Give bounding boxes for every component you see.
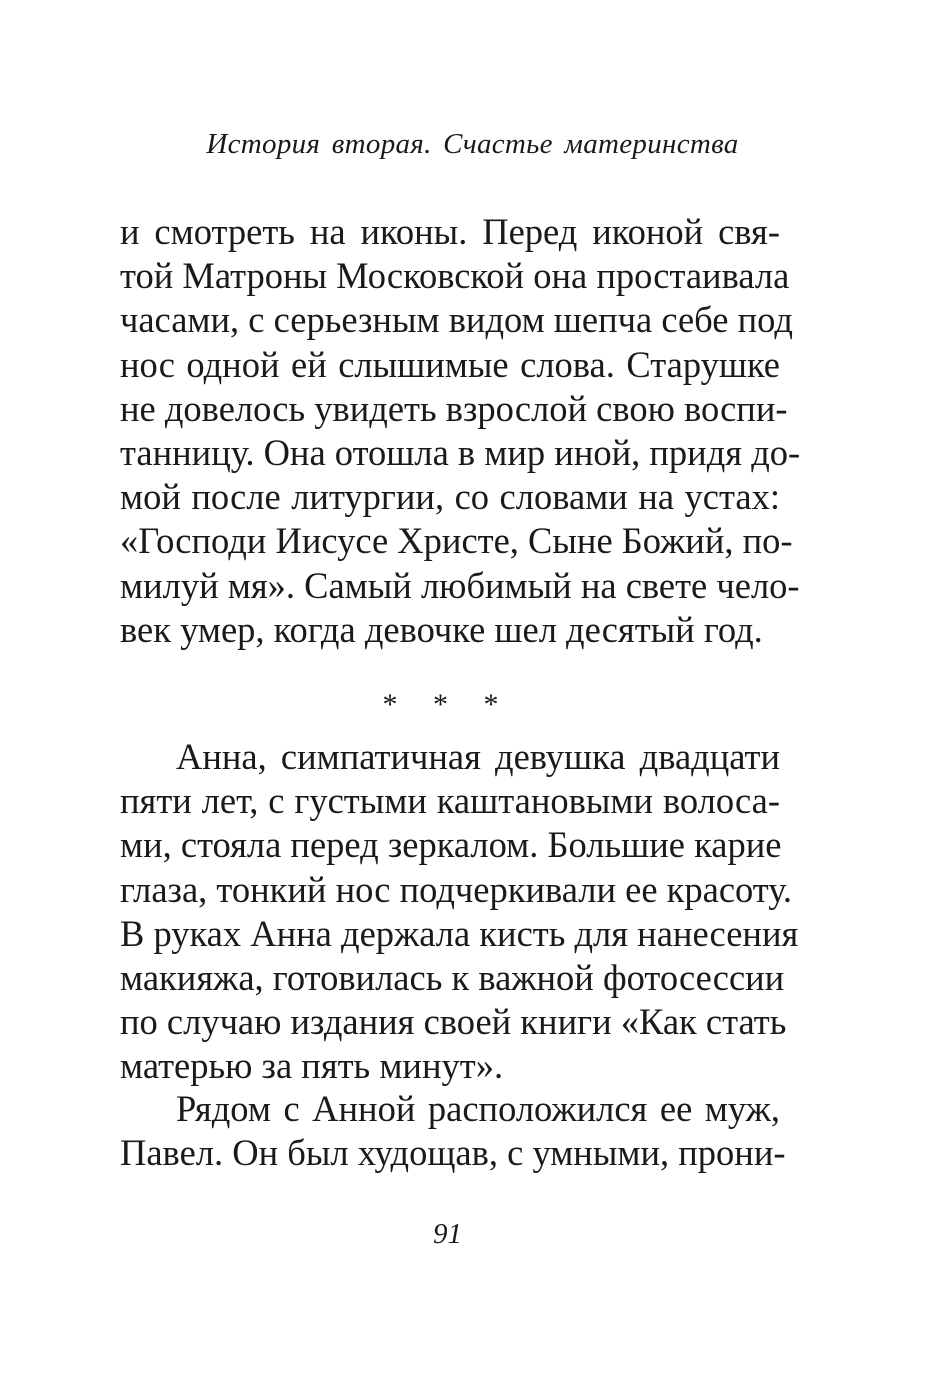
- text-line: часами, с серьезным видом шепча себе под: [120, 299, 793, 341]
- text-line: пяти лет, с густыми каштановыми волоса-: [120, 780, 780, 822]
- paragraph-3: [120, 1087, 786, 1175]
- text-line: Анна, симпатичная девушка двадцати: [176, 736, 780, 777]
- text-line: макияжа, готовилась к важной фотосессии: [120, 957, 785, 999]
- text-line: «Господи Иисусе Христе, Сыне Божий, по-: [120, 520, 793, 562]
- text-line: танницу. Она отошла в мир иной, придя до-: [120, 432, 801, 474]
- text-line: мой после литургии, со словами на устах:: [120, 476, 780, 518]
- text-line: Рядом с Анной расположился ее муж,: [176, 1088, 780, 1129]
- text-line: век умер, когда девочке шел десятый год.: [120, 608, 763, 650]
- text-line: Павел. Он был худощав, с умными, прони-: [120, 1132, 786, 1174]
- paragraph-2: [120, 735, 799, 1089]
- text-line: милуй мя». Самый любимый на свете чело-: [120, 564, 800, 606]
- text-line: В руках Анна держала кисть для нанесения: [120, 912, 799, 954]
- text-line: глаза, тонкий нос подчеркивали ее красоту.: [120, 868, 792, 910]
- text-line: ми, стояла перед зеркалом. Большие карие: [120, 824, 782, 866]
- paragraph-1: [120, 210, 801, 652]
- running-head: История вторая. Счастье материнства: [206, 128, 739, 160]
- text-line: и смотреть на иконы. Перед иконой свя-: [120, 211, 780, 252]
- text-line: не довелось увидеть взрослой свою воспи-: [120, 387, 788, 429]
- text-line: той Матроны Московской она простаивала: [120, 255, 790, 297]
- page-number: 91: [433, 1218, 462, 1250]
- text-line: по случаю издания своей книги «Как стать: [120, 1001, 787, 1043]
- section-separator: * * *: [382, 688, 513, 721]
- text-line: нос одной ей слышимые слова. Старушке: [120, 343, 780, 385]
- text-line: матерью за пять минут».: [120, 1045, 504, 1087]
